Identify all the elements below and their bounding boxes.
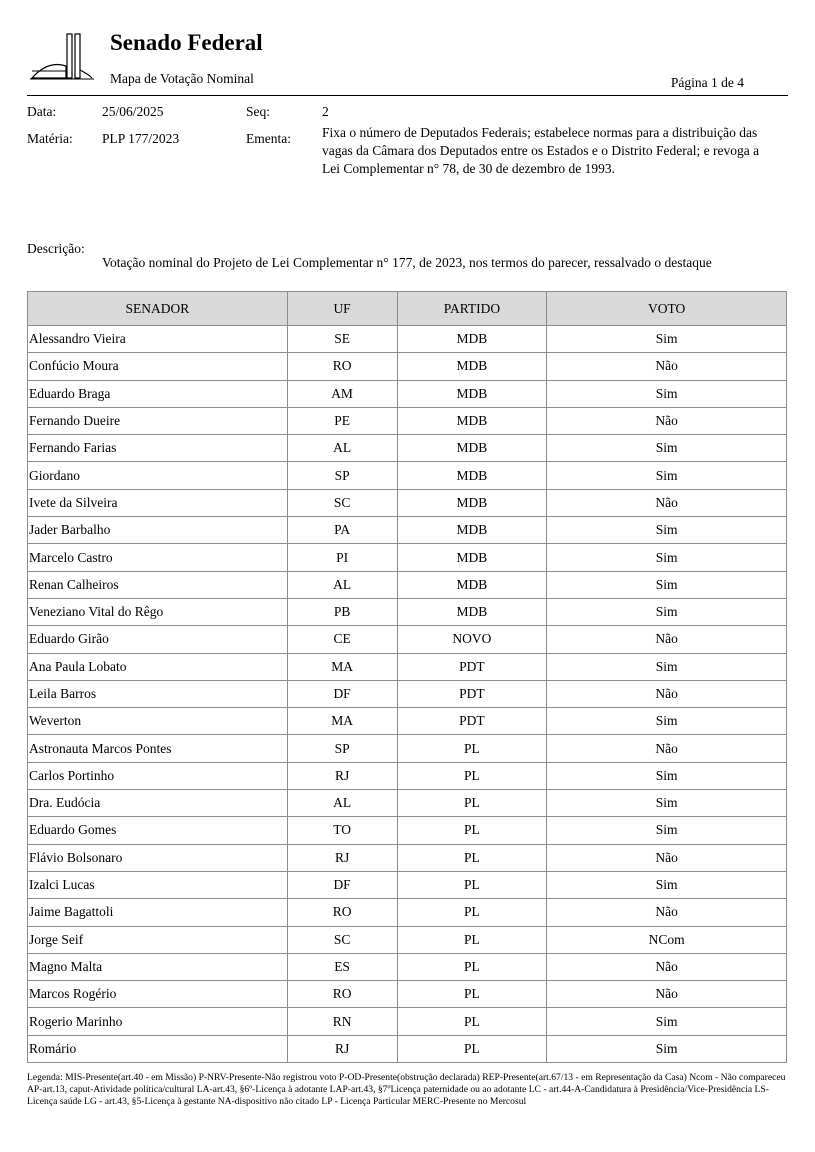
cell-voto: Não bbox=[547, 626, 787, 653]
table-row bbox=[28, 953, 787, 980]
seq-label: Seq: bbox=[246, 104, 271, 119]
cell-partido: PL bbox=[397, 817, 547, 844]
cell-voto: Não bbox=[547, 981, 787, 1008]
cell-senador: Romário bbox=[28, 1035, 288, 1062]
cell-voto: Não bbox=[547, 489, 787, 516]
header-partido: PARTIDO bbox=[397, 292, 547, 326]
table-row bbox=[28, 598, 787, 625]
table-row bbox=[28, 762, 787, 789]
cell-partido: PL bbox=[397, 1008, 547, 1035]
cell-senador: Flávio Bolsonaro bbox=[28, 844, 288, 871]
cell-voto: Não bbox=[547, 844, 787, 871]
cell-senador: Magno Malta bbox=[28, 953, 288, 980]
cell-uf: RN bbox=[287, 1008, 397, 1035]
materia-label: Matéria: bbox=[27, 131, 73, 146]
table-row bbox=[28, 326, 787, 353]
cell-uf: RJ bbox=[287, 844, 397, 871]
cell-senador: Eduardo Gomes bbox=[28, 817, 288, 844]
cell-voto: Não bbox=[547, 680, 787, 707]
cell-uf: RO bbox=[287, 353, 397, 380]
table-row bbox=[28, 871, 787, 898]
table-row bbox=[28, 817, 787, 844]
cell-partido: PDT bbox=[397, 708, 547, 735]
cell-partido: MDB bbox=[397, 598, 547, 625]
cell-uf: PB bbox=[287, 598, 397, 625]
table-row bbox=[28, 380, 787, 407]
cell-uf: RO bbox=[287, 981, 397, 1008]
cell-uf: PA bbox=[287, 517, 397, 544]
cell-uf: CE bbox=[287, 626, 397, 653]
descricao-value: Votação nominal do Projeto de Lei Complementar n° 177, de 2023, nos termos do parecer, ressalvado o destaque bbox=[102, 255, 712, 270]
cell-uf: TO bbox=[287, 817, 397, 844]
table-row bbox=[28, 1008, 787, 1035]
data-value: 25/06/2025 bbox=[102, 104, 164, 119]
cell-partido: MDB bbox=[397, 353, 547, 380]
cell-voto: Sim bbox=[547, 871, 787, 898]
cell-voto: Sim bbox=[547, 762, 787, 789]
cell-voto: Sim bbox=[547, 380, 787, 407]
legend-text: Legenda: MIS-Presente(art.40 - em Missão) P-NRV-Presente-Não registrou voto P-OD-Presente(obstrução declarada) REP-Presente(art.67/13 - em Representação da Casa) Ncom - Não compareceu AP-art.13, caput-Atividade política/cultural LA-art.43, §6º-Licença à adotante LAP-art.43, §7ºLicença paternidade ou ao adotante LC - art.44-A-Candidatura à Presidência/Vice-Presidência LS-Licença saúde LG - art.43, §5-Licença à gestante NA-dispositivo não citado LP - Licença Particular MERC-Presente no Mercosul bbox=[27, 1072, 786, 1107]
cell-senador: Jader Barbalho bbox=[28, 517, 288, 544]
cell-uf: RJ bbox=[287, 762, 397, 789]
table-row bbox=[28, 981, 787, 1008]
table-row bbox=[28, 462, 787, 489]
table-row bbox=[28, 571, 787, 598]
cell-uf: PI bbox=[287, 544, 397, 571]
table-header-row bbox=[28, 292, 787, 326]
cell-partido: PL bbox=[397, 926, 547, 953]
table-row bbox=[28, 653, 787, 680]
cell-uf: MA bbox=[287, 708, 397, 735]
cell-partido: PDT bbox=[397, 653, 547, 680]
votes-table bbox=[27, 291, 787, 1063]
cell-senador: Fernando Farias bbox=[28, 435, 288, 462]
cell-senador: Jaime Bagattoli bbox=[28, 899, 288, 926]
cell-partido: PL bbox=[397, 1035, 547, 1062]
cell-voto: Sim bbox=[547, 326, 787, 353]
table-row bbox=[28, 926, 787, 953]
table-row bbox=[28, 899, 787, 926]
cell-senador: Izalci Lucas bbox=[28, 871, 288, 898]
cell-senador: Renan Calheiros bbox=[28, 571, 288, 598]
cell-voto: Não bbox=[547, 353, 787, 380]
data-label: Data: bbox=[27, 104, 57, 119]
cell-voto: Não bbox=[547, 407, 787, 434]
cell-senador: Astronauta Marcos Pontes bbox=[28, 735, 288, 762]
cell-voto: Sim bbox=[547, 653, 787, 680]
table-row bbox=[28, 1035, 787, 1062]
cell-uf: RO bbox=[287, 899, 397, 926]
cell-partido: NOVO bbox=[397, 626, 547, 653]
cell-uf: AL bbox=[287, 571, 397, 598]
table-row bbox=[28, 790, 787, 817]
seq-value: 2 bbox=[322, 104, 329, 119]
header-senador: SENADOR bbox=[28, 292, 288, 326]
cell-voto: Não bbox=[547, 899, 787, 926]
table-row bbox=[28, 544, 787, 571]
cell-partido: PL bbox=[397, 735, 547, 762]
table-row bbox=[28, 626, 787, 653]
ementa-value: Fixa o número de Deputados Federais; estabelece normas para a distribuição das vagas da Câmara dos Deputados entre os Estados e o Distrito Federal; e revoga a Lei Complementar n° 78, de 30 de dezembro de 1993. bbox=[322, 125, 760, 176]
table-row bbox=[28, 844, 787, 871]
cell-voto: Sim bbox=[547, 571, 787, 598]
table-row bbox=[28, 735, 787, 762]
cell-senador: Rogerio Marinho bbox=[28, 1008, 288, 1035]
table-row bbox=[28, 353, 787, 380]
table-row bbox=[28, 680, 787, 707]
cell-voto: Sim bbox=[547, 435, 787, 462]
cell-voto: Sim bbox=[547, 462, 787, 489]
cell-uf: SC bbox=[287, 926, 397, 953]
cell-partido: MDB bbox=[397, 571, 547, 598]
table-row bbox=[28, 708, 787, 735]
cell-partido: PL bbox=[397, 953, 547, 980]
cell-uf: MA bbox=[287, 653, 397, 680]
cell-senador: Veneziano Vital do Rêgo bbox=[28, 598, 288, 625]
cell-senador: Ana Paula Lobato bbox=[28, 653, 288, 680]
descricao-label: Descrição: bbox=[27, 241, 85, 256]
cell-uf: ES bbox=[287, 953, 397, 980]
cell-voto: Sim bbox=[547, 1035, 787, 1062]
table-row bbox=[28, 407, 787, 434]
cell-voto: Sim bbox=[547, 517, 787, 544]
cell-partido: MDB bbox=[397, 462, 547, 489]
cell-senador: Ivete da Silveira bbox=[28, 489, 288, 516]
cell-senador: Alessandro Vieira bbox=[28, 326, 288, 353]
cell-voto: Não bbox=[547, 953, 787, 980]
cell-uf: AM bbox=[287, 380, 397, 407]
cell-uf: SP bbox=[287, 462, 397, 489]
cell-partido: PL bbox=[397, 790, 547, 817]
ementa-label: Ementa: bbox=[246, 131, 291, 146]
cell-partido: PL bbox=[397, 899, 547, 926]
cell-voto: NCom bbox=[547, 926, 787, 953]
cell-voto: Sim bbox=[547, 790, 787, 817]
cell-senador: Carlos Portinho bbox=[28, 762, 288, 789]
cell-senador: Eduardo Girão bbox=[28, 626, 288, 653]
cell-partido: PL bbox=[397, 871, 547, 898]
cell-uf: RJ bbox=[287, 1035, 397, 1062]
cell-senador: Confúcio Moura bbox=[28, 353, 288, 380]
cell-voto: Sim bbox=[547, 708, 787, 735]
cell-voto: Sim bbox=[547, 817, 787, 844]
cell-senador: Weverton bbox=[28, 708, 288, 735]
header-divider bbox=[27, 95, 788, 96]
cell-senador: Marcelo Castro bbox=[28, 544, 288, 571]
cell-uf: DF bbox=[287, 680, 397, 707]
header-uf: UF bbox=[287, 292, 397, 326]
header-voto: VOTO bbox=[547, 292, 787, 326]
cell-senador: Fernando Dueire bbox=[28, 407, 288, 434]
cell-uf: AL bbox=[287, 790, 397, 817]
cell-senador: Eduardo Braga bbox=[28, 380, 288, 407]
cell-partido: MDB bbox=[397, 489, 547, 516]
cell-senador: Jorge Seif bbox=[28, 926, 288, 953]
cell-partido: PL bbox=[397, 762, 547, 789]
table-row bbox=[28, 489, 787, 516]
cell-partido: MDB bbox=[397, 544, 547, 571]
cell-partido: PL bbox=[397, 844, 547, 871]
cell-senador: Dra. Eudócia bbox=[28, 790, 288, 817]
cell-senador: Marcos Rogério bbox=[28, 981, 288, 1008]
cell-partido: MDB bbox=[397, 517, 547, 544]
cell-uf: DF bbox=[287, 871, 397, 898]
page-number: Página 1 de 4 bbox=[670, 75, 744, 90]
materia-value: PLP 177/2023 bbox=[102, 131, 180, 146]
cell-partido: PDT bbox=[397, 680, 547, 707]
page-title: Senado Federal bbox=[110, 30, 263, 55]
senado-logo-icon bbox=[30, 30, 94, 82]
page-subtitle: Mapa de Votação Nominal bbox=[110, 71, 254, 86]
cell-partido: MDB bbox=[397, 326, 547, 353]
cell-uf: SP bbox=[287, 735, 397, 762]
cell-uf: SC bbox=[287, 489, 397, 516]
table-row bbox=[28, 435, 787, 462]
cell-uf: PE bbox=[287, 407, 397, 434]
cell-partido: MDB bbox=[397, 407, 547, 434]
cell-partido: MDB bbox=[397, 435, 547, 462]
cell-voto: Sim bbox=[547, 1008, 787, 1035]
cell-senador: Giordano bbox=[28, 462, 288, 489]
cell-partido: MDB bbox=[397, 380, 547, 407]
cell-voto: Não bbox=[547, 735, 787, 762]
cell-voto: Sim bbox=[547, 598, 787, 625]
cell-senador: Leila Barros bbox=[28, 680, 288, 707]
cell-voto: Sim bbox=[547, 544, 787, 571]
table-row bbox=[28, 517, 787, 544]
cell-partido: PL bbox=[397, 981, 547, 1008]
cell-uf: AL bbox=[287, 435, 397, 462]
cell-uf: SE bbox=[287, 326, 397, 353]
